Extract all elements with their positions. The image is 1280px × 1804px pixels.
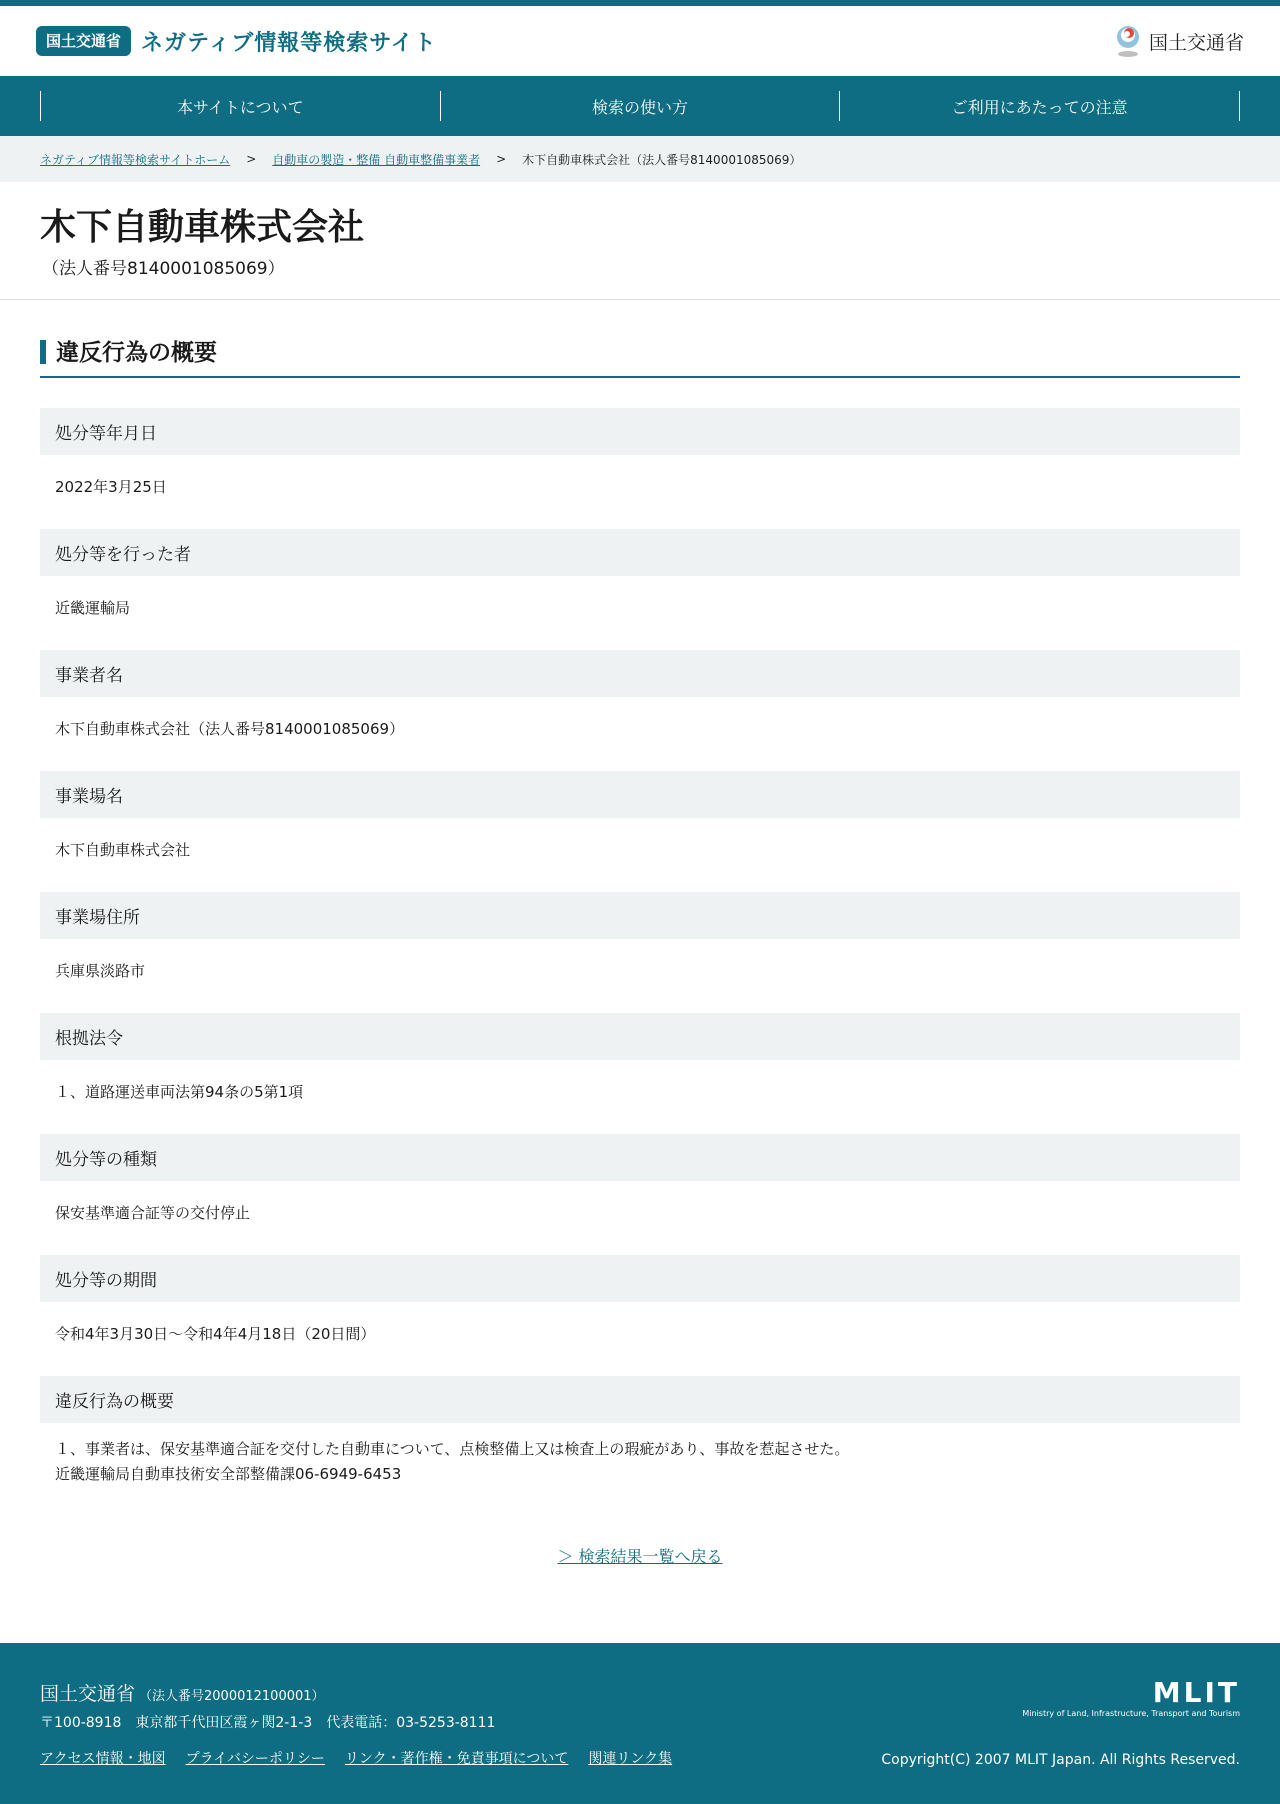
field-value-site-address: 兵庫県淡路市 xyxy=(55,962,146,980)
footer-address: 〒100-8918 東京都千代田区霞ヶ関2-1-3 代表電話：03-5253-8111 xyxy=(40,1715,496,1731)
field-label-disposition-type: 処分等の種類 xyxy=(40,1134,1240,1181)
breadcrumb xyxy=(0,136,1280,182)
footer-info xyxy=(40,1679,672,1768)
main-nav xyxy=(0,76,1280,136)
field-value-legal-basis: １、道路運送車両法第94条の5第1項 xyxy=(55,1083,304,1101)
field-label-operator-name: 事業者名 xyxy=(40,650,1240,697)
nav-notes[interactable]: ご利用にあたっての注意 xyxy=(839,91,1240,121)
mlit-logo-mark: MLIT xyxy=(1152,1676,1240,1709)
field-label-disposition-date: 処分等年月日 xyxy=(40,408,1240,455)
breadcrumb-category-link[interactable]: 自動車の製造・整備 自動車整備事業者 xyxy=(272,152,481,167)
field-label-legal-basis: 根拠法令 xyxy=(40,1013,1240,1060)
breadcrumb-home-link[interactable]: ネガティブ情報等検索サイトホーム xyxy=(40,152,231,167)
footer-link-privacy[interactable]: プライバシーポリシー xyxy=(185,1751,325,1767)
field-value-issuer: 近畿運輸局 xyxy=(55,599,131,617)
footer-links xyxy=(40,1748,672,1768)
footer-title xyxy=(40,1679,672,1706)
back-to-results-link[interactable]: ＞ 検索結果一覧へ戻る xyxy=(557,1547,723,1566)
breadcrumb-current: 木下自動車株式会社（法人番号8140001085069） xyxy=(522,152,802,167)
corporate-number: （法人番号8140001085069） xyxy=(42,259,285,279)
main-content xyxy=(0,300,1280,1567)
field-value-disposition-period: 令和4年3月30日〜令和4年4月18日（20日間） xyxy=(55,1325,376,1343)
footer-corp-number: （法人番号2000012100001） xyxy=(139,1689,325,1704)
ministry-logo[interactable] xyxy=(1113,24,1244,58)
field-label-site-name: 事業場名 xyxy=(40,771,1240,818)
detail-list xyxy=(40,408,1240,1518)
field-label-issuer: 処分等を行った者 xyxy=(40,529,1240,576)
nav-how-to-search[interactable]: 検索の使い方 xyxy=(440,91,840,121)
mlit-logo[interactable] xyxy=(881,1676,1240,1768)
contact-text: 近畿運輸局自動車技術安全部整備課06-6949-6453 xyxy=(55,1465,402,1483)
mlit-logo-subtitle: Ministry of Land, Infrastructure, Transport and Tourism xyxy=(1022,1709,1240,1718)
field-value-disposition-type: 保安基準適合証等の交付停止 xyxy=(55,1204,251,1222)
breadcrumb-separator: > xyxy=(246,152,257,166)
section-heading: 違反行為の概要 xyxy=(40,338,1240,378)
field-value-disposition-date: 2022年3月25日 xyxy=(55,478,167,496)
site-header xyxy=(0,6,1280,76)
breadcrumb-separator: > xyxy=(496,152,507,166)
ministry-badge: 国土交通省 xyxy=(36,26,131,56)
ministry-logo-text: 国土交通省 xyxy=(1148,31,1244,54)
footer-link-related[interactable]: 関連リンク集 xyxy=(588,1751,673,1767)
field-label-violation-summary: 違反行為の概要 xyxy=(40,1376,1240,1423)
nav-about[interactable]: 本サイトについて xyxy=(40,91,440,121)
footer-link-access[interactable]: アクセス情報・地図 xyxy=(40,1751,166,1767)
field-value-site-name: 木下自動車株式会社 xyxy=(55,841,191,859)
site-title[interactable]: ネガティブ情報等検索サイト xyxy=(141,30,437,56)
field-value-violation-summary xyxy=(40,1423,1240,1518)
violation-summary-text: １、事業者は、保安基準適合証を交付した自動車について、点検整備上又は検査上の瑕疵があり、事故を惹起させた。 xyxy=(55,1440,850,1458)
back-link-wrap xyxy=(40,1544,1240,1567)
mlit-emblem-icon xyxy=(1113,24,1143,58)
footer-link-copyright[interactable]: リンク・著作権・免責事項について xyxy=(344,1751,569,1767)
page-title: 木下自動車株式会社 xyxy=(40,207,365,248)
site-brand[interactable] xyxy=(36,26,437,57)
footer-ministry-name: 国土交通省 xyxy=(40,1683,136,1705)
field-label-site-address: 事業場住所 xyxy=(40,892,1240,939)
field-label-disposition-period: 処分等の期間 xyxy=(40,1255,1240,1302)
site-footer xyxy=(0,1643,1280,1804)
field-value-operator-name: 木下自動車株式会社（法人番号8140001085069） xyxy=(55,720,405,738)
company-header xyxy=(0,182,1280,300)
copyright: Copyright(C) 2007 MLIT Japan. All Rights Reserved. xyxy=(881,1752,1240,1768)
